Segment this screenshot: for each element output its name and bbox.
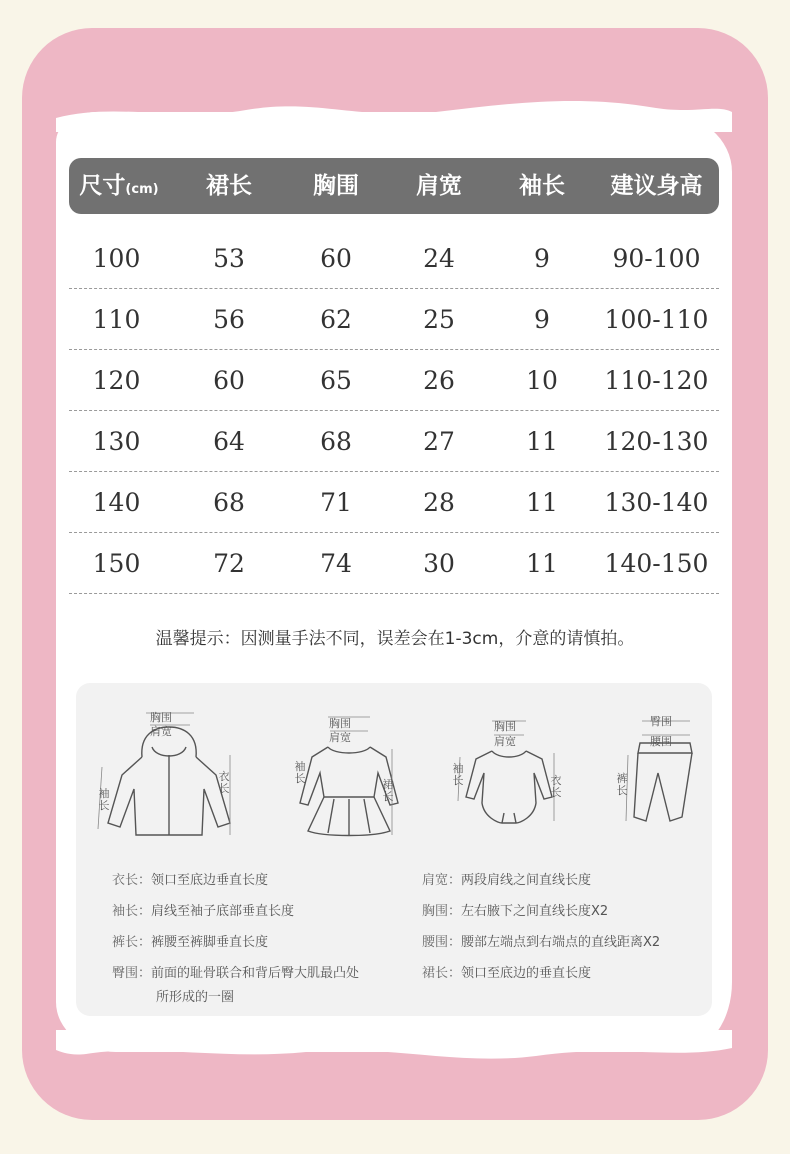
romper-label-length: 衣长 xyxy=(550,774,562,799)
cell-chest: 65 xyxy=(320,366,352,395)
measurement-note: 温馨提示：因测量手法不同，误差会在1-3cm，介意的请慎拍。 xyxy=(155,629,635,649)
jacket-label-chest: 胸围 xyxy=(150,711,172,724)
cell-shoulder: 26 xyxy=(423,366,455,395)
header-height: 建议身高 xyxy=(610,173,703,199)
cell-shoulder: 30 xyxy=(423,549,455,578)
definition-item-continued: 所形成的一圈 xyxy=(156,990,235,1005)
cell-chest: 71 xyxy=(320,488,352,517)
cell-chest: 62 xyxy=(320,305,352,334)
cell-dress-length: 56 xyxy=(213,305,245,334)
table-row xyxy=(69,289,719,350)
cell-height: 130-140 xyxy=(604,488,709,517)
definition-item: 腰围：腰部左端点到右端点的直线距离X2 xyxy=(422,935,661,950)
size-table-header xyxy=(69,158,719,214)
table-row xyxy=(69,533,719,594)
pants-label-waist: 腰围 xyxy=(650,735,672,748)
wavy-bottom-edge xyxy=(56,1030,732,1070)
cell-height: 140-150 xyxy=(604,549,709,578)
cell-shoulder: 25 xyxy=(423,305,455,334)
cell-dress-length: 64 xyxy=(213,427,245,456)
header-shoulder: 肩宽 xyxy=(416,173,462,199)
cell-dress-length: 68 xyxy=(213,488,245,517)
definition-item: 衣长：领口至底边垂直长度 xyxy=(112,873,269,888)
cell-dress-length: 53 xyxy=(213,244,245,273)
pants-label-length: 裤长 xyxy=(616,772,628,797)
header-size: 尺寸(cm) xyxy=(79,173,159,199)
cell-dress-length: 60 xyxy=(213,366,245,395)
definition-item: 肩宽：两段肩线之间直线长度 xyxy=(422,873,592,888)
pants-label-hip: 臀围 xyxy=(650,715,672,728)
cell-sleeve: 10 xyxy=(526,366,558,395)
dress-label-length: 裙长 xyxy=(382,778,394,803)
table-row xyxy=(69,472,719,533)
header-sleeve: 袖长 xyxy=(519,173,565,199)
jacket-label-length: 衣长 xyxy=(218,770,230,795)
cell-size: 120 xyxy=(92,366,141,395)
cell-height: 120-130 xyxy=(604,427,709,456)
cell-shoulder: 28 xyxy=(423,488,455,517)
definition-item: 臀围：前面的耻骨联合和背后臀大肌最凸处 xyxy=(112,966,360,981)
definition-item: 裤长：裤腰至裤脚垂直长度 xyxy=(112,935,269,950)
dress-label-shoulder: 肩宽 xyxy=(329,731,351,744)
cell-size: 100 xyxy=(92,244,141,273)
cell-sleeve: 9 xyxy=(534,244,550,273)
wavy-top-edge xyxy=(56,92,732,132)
romper-label-chest: 胸围 xyxy=(494,720,516,733)
dress-label-chest: 胸围 xyxy=(329,717,351,730)
measurement-guide-panel xyxy=(76,683,712,1016)
definition-item: 裙长：领口至底边的垂直长度 xyxy=(422,966,592,981)
cell-sleeve: 11 xyxy=(526,488,558,517)
cell-chest: 60 xyxy=(320,244,352,273)
cell-shoulder: 27 xyxy=(423,427,455,456)
header-chest: 胸围 xyxy=(313,173,359,199)
cell-height: 90-100 xyxy=(612,244,701,273)
jacket-label-sleeve: 袖长 xyxy=(98,787,110,812)
definition-item: 胸围：左右腋下之间直线长度X2 xyxy=(422,904,609,919)
cell-sleeve: 9 xyxy=(534,305,550,334)
romper-label-sleeve: 袖长 xyxy=(452,762,464,787)
cell-size: 140 xyxy=(92,488,141,517)
row-divider xyxy=(69,593,719,594)
cell-size: 130 xyxy=(92,427,141,456)
cell-chest: 74 xyxy=(320,549,352,578)
table-row xyxy=(69,411,719,472)
cell-height: 100-110 xyxy=(604,305,709,334)
cell-sleeve: 11 xyxy=(526,549,558,578)
table-row xyxy=(69,350,719,411)
cell-size: 150 xyxy=(92,549,141,578)
romper-label-shoulder: 肩宽 xyxy=(494,735,516,748)
jacket-label-shoulder: 肩宽 xyxy=(150,725,172,738)
cell-dress-length: 72 xyxy=(213,549,245,578)
table-row xyxy=(69,228,719,289)
cell-shoulder: 24 xyxy=(423,244,455,273)
definition-item: 袖长：肩线至袖子底部垂直长度 xyxy=(112,904,295,919)
header-dress-length: 裙长 xyxy=(206,173,252,199)
cell-sleeve: 11 xyxy=(526,427,558,456)
cell-height: 110-120 xyxy=(604,366,709,395)
cell-chest: 68 xyxy=(320,427,352,456)
dress-label-sleeve: 袖长 xyxy=(294,760,306,785)
cell-size: 110 xyxy=(92,305,141,334)
